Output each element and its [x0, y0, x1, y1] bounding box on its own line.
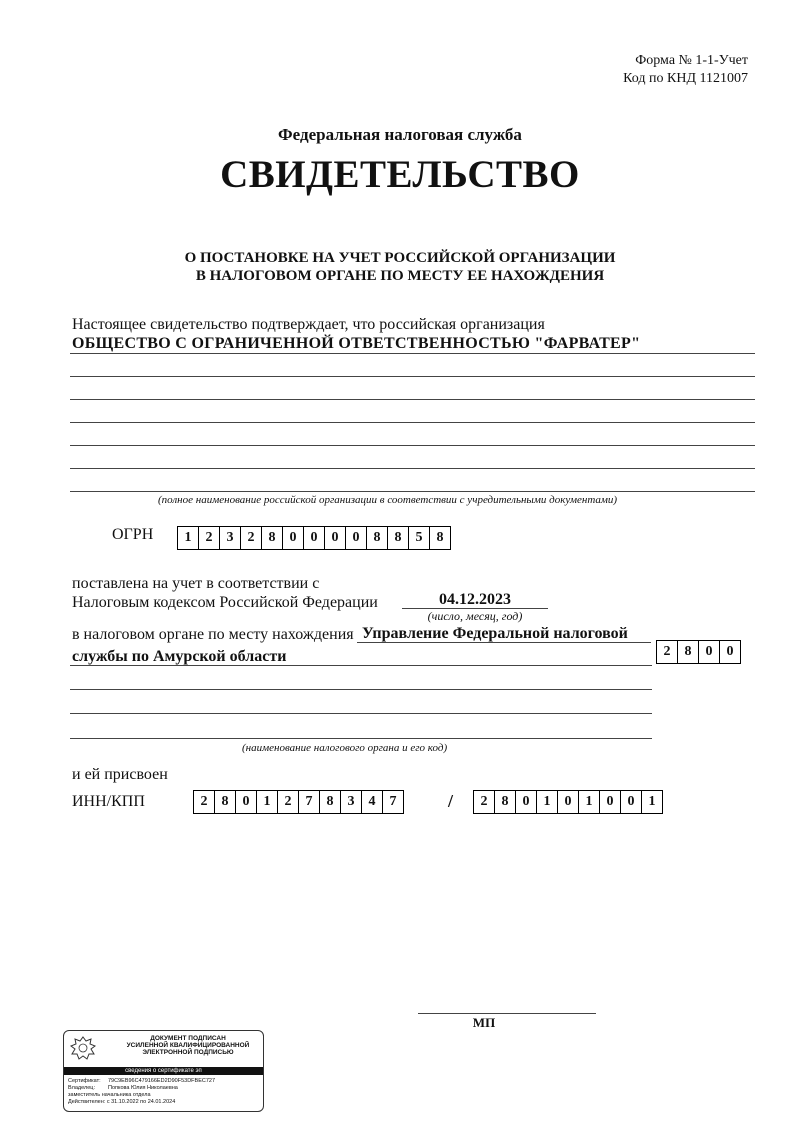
- underline: [70, 353, 755, 354]
- kpp-digit: 8: [495, 791, 516, 813]
- assigned-text: и ей присвоен: [72, 766, 168, 783]
- blank-line: [70, 399, 755, 400]
- subtitle-line-1: О ПОСТАНОВКЕ НА УЧЕТ РОССИЙСКОЙ ОРГАНИЗАЦИИ: [184, 250, 616, 266]
- intro-text: Настоящее свидетельство подтверждает, что российская организация: [72, 316, 545, 333]
- kpp-digit: 1: [648, 794, 656, 809]
- authority-caption: (наименование налогового органа и его код): [242, 742, 448, 754]
- ogrn-digit: 2: [199, 527, 220, 549]
- ogrn-digit: 0: [283, 527, 304, 549]
- ogrn-digit: 1: [178, 527, 199, 549]
- kpp-digit: 0: [516, 791, 537, 813]
- ogrn-digit: 5: [409, 527, 430, 549]
- authority-underline: [357, 642, 651, 643]
- owner-position: заместитель начальника отдела: [68, 1092, 151, 1098]
- stamp-certificate-row: [68, 1078, 215, 1084]
- ogrn-label: ОГРН: [112, 526, 154, 543]
- registration-line-3: в налоговом органе по месту нахождения: [72, 626, 354, 643]
- ogrn-digit: 8: [262, 527, 283, 549]
- owner-label: Владелец:: [68, 1085, 95, 1091]
- ogrn-digit: 0: [325, 527, 346, 549]
- blank-line: [70, 422, 755, 423]
- blank-line: [70, 738, 652, 739]
- ogrn-digit: 8: [367, 527, 388, 549]
- inn-kpp-label: ИНН/КПП: [72, 793, 145, 810]
- authority-code-digit: 8: [678, 641, 699, 663]
- document-subtitle: [0, 249, 800, 285]
- organization-caption: (полное наименование российской организации в соответствии с учредительными документами): [158, 494, 618, 506]
- authority-code-digit: 2: [657, 641, 678, 663]
- valid-label: Действителен:: [68, 1099, 106, 1105]
- inn-digit: 2: [194, 791, 215, 813]
- inn-digit: 4: [362, 791, 383, 813]
- form-number-block: [623, 52, 748, 88]
- stamp-heading: [116, 1035, 260, 1056]
- issuing-service: Федеральная налоговая служба: [278, 125, 522, 144]
- kpp-digit: 0: [600, 791, 621, 813]
- blank-line: [70, 689, 652, 690]
- electronic-signature-stamp: [63, 1030, 264, 1112]
- blank-line: [70, 491, 755, 492]
- kpp-digit: 0: [558, 791, 579, 813]
- blank-line: [70, 713, 652, 714]
- kpp-digit: 0: [621, 791, 642, 813]
- blank-line: [70, 468, 755, 469]
- registration-line-1: поставлена на учет в соответствии с: [72, 575, 320, 592]
- blank-line: [70, 376, 755, 377]
- ogrn-digit: 2: [241, 527, 262, 549]
- tax-authority-code-cells: [656, 640, 741, 664]
- inn-digit: 7: [389, 794, 397, 809]
- registration-date: 04.12.2023: [439, 591, 511, 608]
- ogrn-digit: 8: [388, 527, 409, 549]
- blank-line: [70, 445, 755, 446]
- authority-underline: [70, 665, 652, 666]
- inn-digit: 2: [278, 791, 299, 813]
- cert-label: Сертификат:: [68, 1078, 101, 1084]
- kpp-cells: [473, 790, 663, 814]
- tax-authority-part-2: службы по Амурской области: [72, 648, 287, 665]
- seal-line: [418, 1013, 596, 1014]
- seal-label: МП: [472, 1015, 496, 1030]
- inn-digit: 3: [341, 791, 362, 813]
- stamp-validity-row: [68, 1099, 175, 1105]
- kpp-digit: 2: [474, 791, 495, 813]
- kpp-digit: 1: [579, 791, 600, 813]
- cert-value: 79C9EB96C479166ED2D90F53DFBEC727: [108, 1078, 216, 1084]
- knd-code: Код по КНД 1121007: [623, 71, 748, 86]
- form-number: Форма № 1-1-Учет: [635, 53, 748, 68]
- kpp-digit: 1: [537, 791, 558, 813]
- stamp-line-2: УСИЛЕННОЙ КВАЛИФИЦИРОВАННОЙ: [126, 1042, 250, 1049]
- ogrn-digit: 3: [220, 527, 241, 549]
- ogrn-digit: 0: [304, 527, 325, 549]
- stamp-certificate-bar: сведения о сертификате эп: [64, 1067, 263, 1075]
- stamp-line-1: ДОКУМЕНТ ПОДПИСАН: [150, 1035, 226, 1042]
- ogrn-digit: 8: [436, 530, 444, 545]
- inn-digit: 1: [257, 791, 278, 813]
- inn-digit: 8: [215, 791, 236, 813]
- inn-digit: 0: [236, 791, 257, 813]
- ogrn-cells: [177, 526, 451, 550]
- inn-cells: [193, 790, 404, 814]
- owner-value: Попкова Юлия Николаевна: [108, 1085, 178, 1091]
- tax-authority-part-1: Управление Федеральной налоговой: [362, 625, 628, 642]
- stamp-position-row: [68, 1092, 151, 1098]
- document-title: СВИДЕТЕЛЬСТВО: [220, 153, 580, 196]
- date-caption: (число, месяц, год): [427, 609, 523, 623]
- stamp-owner-row: [68, 1085, 178, 1091]
- inn-digit: 7: [299, 791, 320, 813]
- organization-name: ОБЩЕСТВО С ОГРАНИЧЕННОЙ ОТВЕТСТВЕННОСТЬЮ "ФАРВАТЕР": [72, 335, 641, 352]
- inn-digit: 8: [320, 791, 341, 813]
- inn-kpp-separator: /: [448, 791, 454, 811]
- stamp-line-3: ЭЛЕКТРОННОЙ ПОДПИСЬЮ: [142, 1049, 234, 1056]
- registration-line-2: Налоговым кодексом Российской Федерации: [72, 594, 378, 611]
- ogrn-digit: 0: [346, 527, 367, 549]
- valid-value: с 31.10.2022 по 24.01.2024: [106, 1099, 176, 1105]
- subtitle-line-2: В НАЛОГОВОМ ОРГАНЕ ПО МЕСТУ ЕЕ НАХОЖДЕНИЯ: [195, 268, 605, 284]
- emblem-icon: [68, 1034, 98, 1064]
- authority-code-digit: 0: [699, 641, 720, 663]
- authority-code-digit: 0: [726, 644, 734, 659]
